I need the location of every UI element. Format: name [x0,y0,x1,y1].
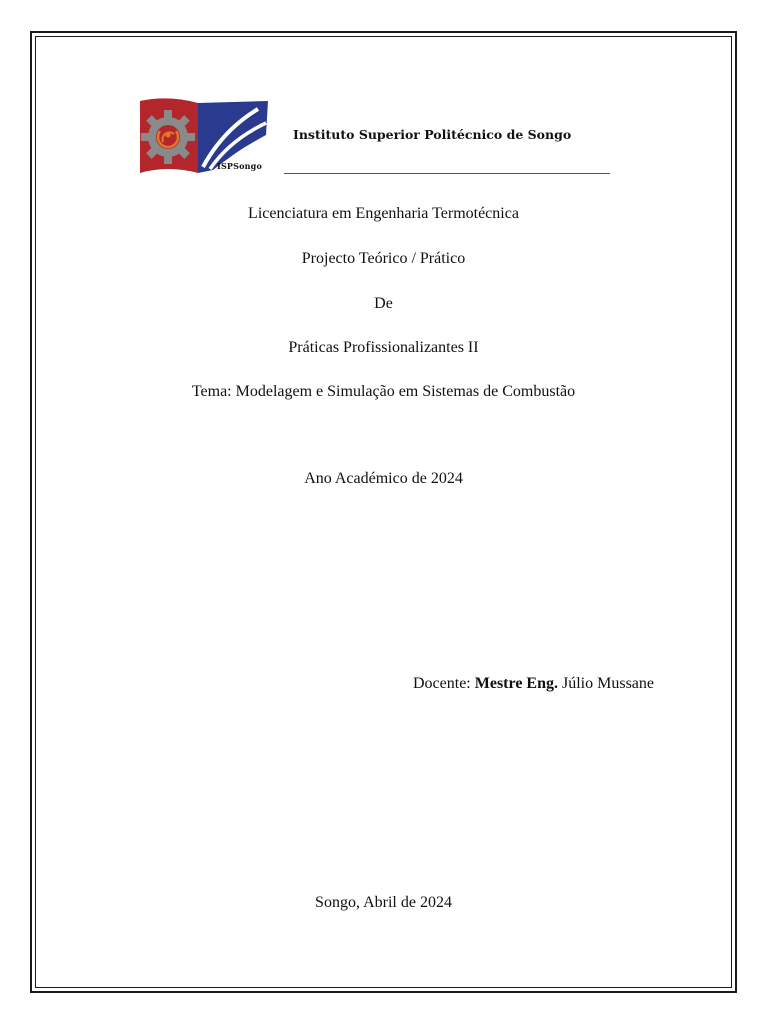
project-type: Projecto Teórico / Prático [301,250,466,267]
connector-text: De [374,295,393,312]
docente-name: Júlio Mussane [558,675,654,692]
gear-icon [141,110,195,164]
theme-title: Tema: Modelagem e Simulação em Sistemas de Combustão [191,383,576,400]
docente-title: Mestre Eng. [474,675,558,692]
ispsongo-logo [138,95,278,180]
docente-label: Docente: [413,675,475,692]
place-date: Songo, Abril de 2024 [315,894,452,911]
subject-title: Práticas Profissionalizantes II [288,339,479,356]
header-rule [284,173,610,174]
academic-year: Ano Académico de 2024 [304,470,463,487]
logo-caption: ISPSongo [217,161,262,171]
course-title: Licenciatura em Engenharia Termotécnica [248,205,519,222]
institution-header [138,95,618,180]
institute-name: Instituto Superior Politécnico de Songo [293,127,572,142]
docente-line [413,674,654,694]
